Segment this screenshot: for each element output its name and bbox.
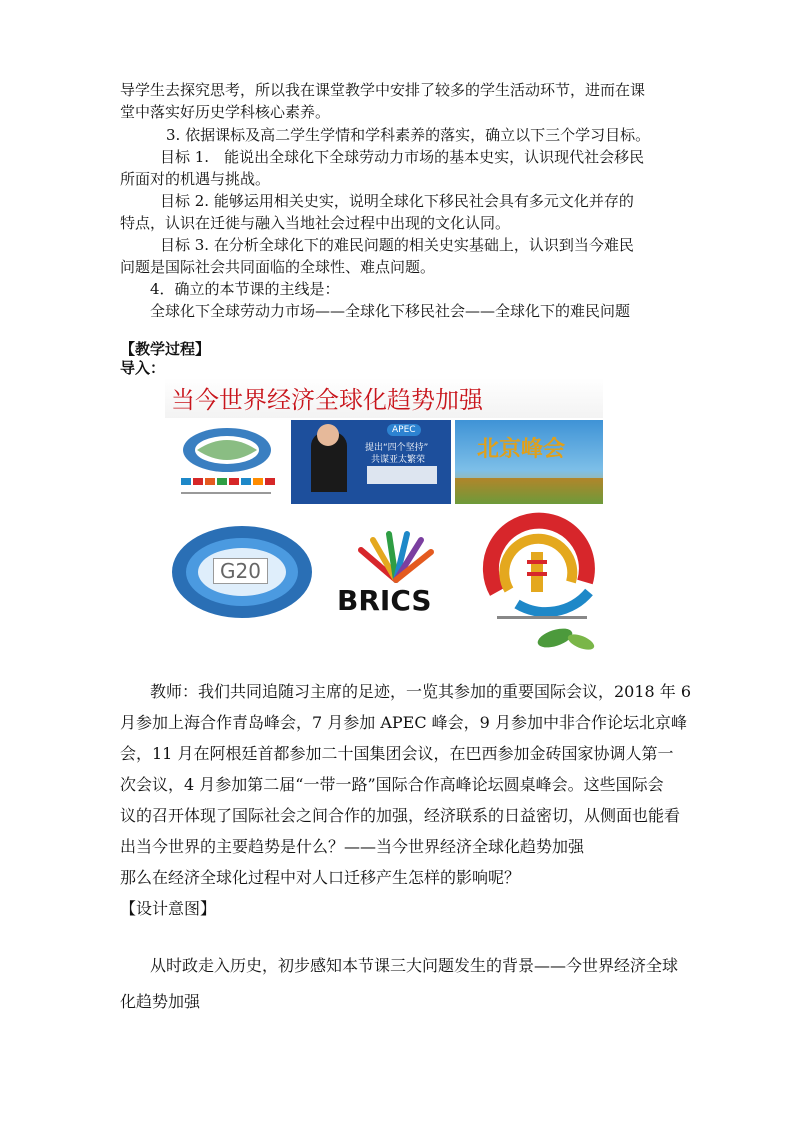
teacher-line-4: 次会议，4 月参加第二届“一带一路”国际合作高峰论坛圆桌峰会。这些国际会	[120, 775, 664, 794]
speaker-head	[317, 424, 339, 446]
belt-road-emblem-icon	[477, 512, 603, 630]
goal-3-line-2: 问题是国际社会共同面临的全球性、难点问题。	[120, 258, 436, 276]
goal-1-line-1: 目标 1. 能说出全球化下全球劳动力市场的基本史实，认识现代社会移民	[160, 148, 645, 166]
sco-emblem-icon	[167, 420, 287, 504]
teacher-line-5: 议的召开体现了国际社会之间合作的加强，经济联系的日益密切，从侧面也能看	[120, 806, 681, 825]
design-line-2: 化趋势加强	[120, 992, 201, 1011]
goal-1-line-2: 所面对的机遇与挑战。	[120, 170, 271, 188]
section-teaching-process: 【教学过程】	[120, 340, 211, 358]
apec-banner: 提出“四个坚持”	[365, 443, 429, 453]
g20-label: G20	[213, 558, 268, 584]
belt-road-tile	[477, 512, 603, 630]
teacher-line-7: 那么在经济全球化过程中对人口迁移产生怎样的影响呢？	[120, 868, 521, 887]
brics-rays-icon	[331, 528, 461, 588]
leaf-decoration-icon	[525, 624, 603, 656]
apec-caption-panel	[367, 466, 437, 484]
grassland-band	[455, 478, 603, 504]
apec-badge: APEC	[387, 424, 421, 436]
mainline: 全球化下全球劳动力市场——全球化下移民社会——全球化下的难民问题	[150, 302, 631, 320]
goal-2-line-1: 目标 2. 能够运用相关史实，说明全球化下移民社会具有多元文化并存的	[160, 192, 634, 210]
teacher-line-3: 会，11 月在阿根廷首都参加二十国集团会议，在巴西参加金砖国家协调人第一	[120, 744, 674, 763]
brics-label: BRICS	[337, 584, 432, 617]
section-intro: 导入：	[120, 359, 166, 377]
sco-logo-tile	[167, 420, 287, 504]
apec-tile	[291, 420, 451, 504]
beijing-summit-title: 北京峰会	[477, 436, 566, 462]
collage-title: 当今世界经济全球化趋势加强	[171, 386, 483, 414]
goal-3-line-1: 目标 3. 在分析全球化下的难民问题的相关史实基础上，认识到当今难民	[160, 236, 634, 254]
para-1-line-1: 导学生去探究思考，所以我在课堂教学中安排了较多的学生活动环节，进而在课	[120, 81, 646, 99]
teacher-line-2: 月参加上海合作青岛峰会，7 月参加 APEC 峰会，9 月参加中非合作论坛北京峰	[120, 713, 687, 732]
goal-2-line-2: 特点，认识在迁徙与融入当地社会过程中出现的文化认同。	[120, 214, 511, 232]
brics-tile	[331, 528, 461, 628]
global-summits-collage	[165, 378, 603, 656]
teacher-line-6: 出当今世界的主要趋势是什么？——当今世界经济全球化趋势加强	[120, 837, 585, 856]
beijing-summit-tile	[455, 420, 603, 504]
para-1-line-2: 堂中落实好历史学科核心素养。	[120, 103, 331, 121]
teacher-line-1: 教师：我们共同追随习主席的足迹，一览其参加的重要国际会议，2018 年 6	[150, 682, 692, 701]
para-objectives-intro: 3. 依据课标及高二学生学情和学科素养的落实，确立以下三个学习目标。	[166, 126, 651, 144]
design-line-1: 从时政走入历史，初步感知本节课三大问题发生的背景——今世界经济全球	[150, 956, 679, 975]
g20-tile	[167, 512, 317, 630]
apec-subtitle: 共谋亚太繁荣	[371, 455, 426, 465]
mainline-intro: 4．确立的本节课的主线是：	[150, 280, 340, 298]
section-design-intent: 【设计意图】	[120, 899, 217, 918]
